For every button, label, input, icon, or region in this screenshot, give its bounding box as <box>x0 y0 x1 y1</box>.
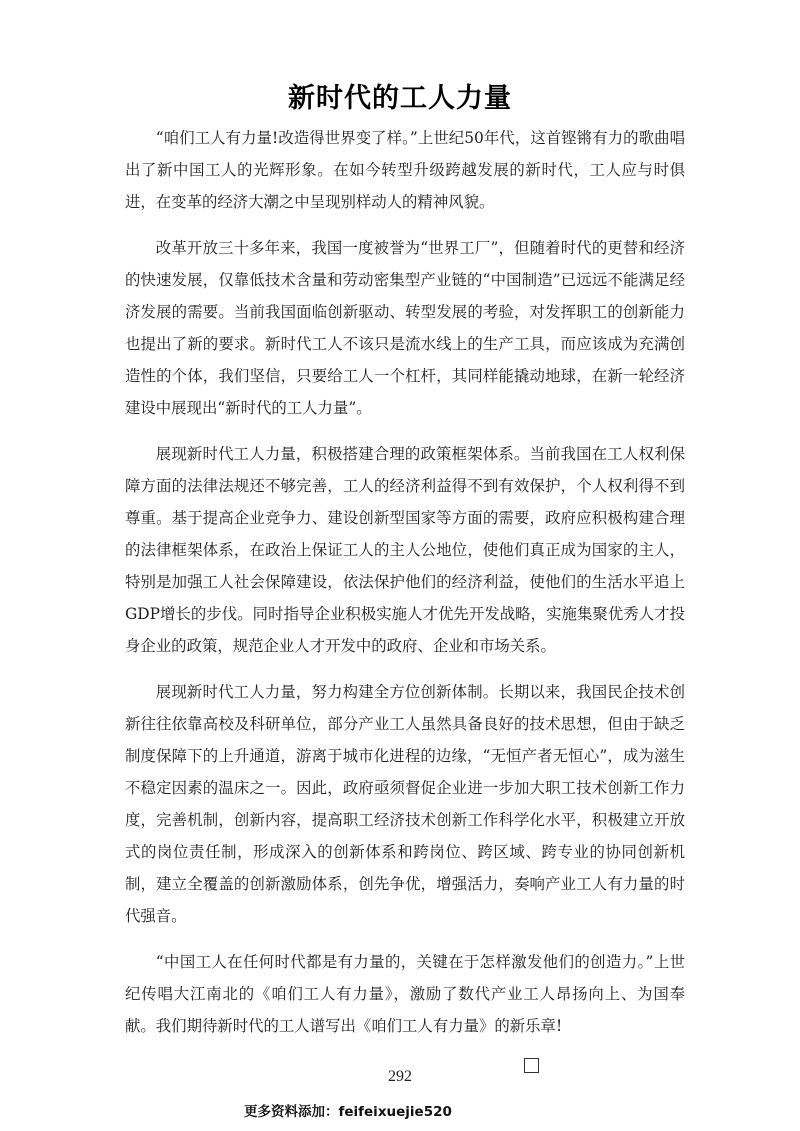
footer-note: 更多资料添加：feifeixuejie520 <box>244 1104 452 1120</box>
page-title: 新时代的工人力量 <box>288 83 512 114</box>
paragraph: “咱们工人有力量!改造得世界变了样。”上世纪50年代，这首铿锵有力的歌曲唱出了新中国工人的光辉形象。在如今转型升级跨越发展的新时代，工人应与时俱进，在变革的经济大潮之中呈现别样动人的精神风貌。 <box>125 129 685 211</box>
paragraph: 改革开放三十多年来，我国一度被誉为“世界工厂”，但随着时代的更替和经济的快速发展，仅靠低技术含量和劳动密集型产业链的“中国制造”已远远不能满足经济发展的需要。当前我国面临创新驱动、转型发展的考验，对发挥职工的创新能力也提出了新的要求。新时代工人不该只是流水线上的生产工具，而应该成为充满创造性的个体，我们坚信，只要给工人一个杠杆，其同样能撬动地球，在新一轮经济建设中展现出“新时代的工人力量”。 <box>125 239 685 417</box>
paragraph: 展现新时代工人力量，积极搭建合理的政策框架体系。当前我国在工人权利保障方面的法律法规还不够完善，工人的经济利益得不到有效保护，个人权利得不到尊重。基于提高企业竞争力、建设创新型国家等方面的需要，政府应积极构建合理的法律框架体系，在政治上保证工人的主人公地位，使他们真正成为国家的主人，特别是加强工人社会保障建设，依法保护他们的经济利益，使他们的生活水平追上GDP增长的步伐。同时指导企业积极实施人才优先开发战略，实施集聚优秀人才投身企业的政策，规范企业人才开发中的政府、企业和市场关系。 <box>125 445 685 655</box>
article-body <box>125 122 685 1056</box>
paragraph: 展现新时代工人力量，努力构建全方位创新体制。长期以来，我国民企技术创新往往依靠高校及科研单位，部分产业工人虽然具备良好的技术思想，但由于缺乏制度保障下的上升通道，游离于城市化进程的边缘，“无恒产者无恒心”，成为滋生不稳定因素的温床之一。因此，政府亟须督促企业进一步加大职工技术创新工作力度，完善机制，创新内容，提高职工经济技术创新工作科学化水平，积极建立开放式的岗位责任制，形成深入的创新体系和跨岗位、跨区域、跨专业的协同创新机制，建立全覆盖的创新激励体系，创先争优，增强活力，奏响产业工人有力量的时代强音。 <box>125 683 685 925</box>
checkbox-square-icon <box>524 1058 539 1073</box>
page-number: 292 <box>388 1068 412 1085</box>
paragraph: “中国工人在任何时代都是有力量的，关键在于怎样激发他们的创造力。”上世纪传唱大江南北的《咱们工人有力量》，激励了数代产业工人昂扬向上、为国奉献。我们期待新时代的工人谱写出《咱们工人有力量》的新乐章! <box>125 953 685 1035</box>
